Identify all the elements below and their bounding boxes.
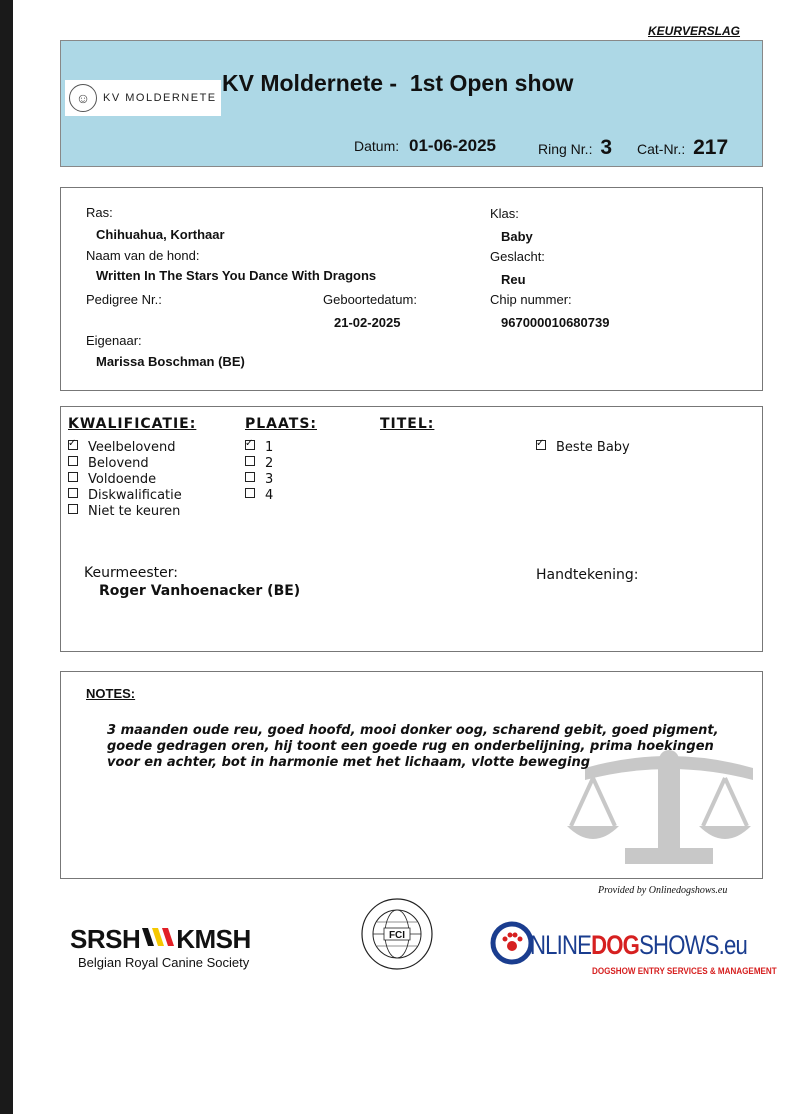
pedigree-label: Pedigree Nr.: xyxy=(86,292,162,307)
checkbox-checked-icon[interactable] xyxy=(245,440,255,450)
checkbox-checked-icon[interactable] xyxy=(68,440,78,450)
checkbox-icon[interactable] xyxy=(68,472,78,482)
ring-label: Ring Nr.: xyxy=(538,141,593,157)
kwalificatie-option[interactable]: Diskwalificatie xyxy=(68,488,182,504)
kwalificatie-option[interactable]: ✓Veelbelovend xyxy=(68,440,176,456)
dog-head-icon: ☺ xyxy=(69,84,97,112)
plaats-option[interactable]: 3 xyxy=(245,472,273,488)
notes-text: 3 maanden oude reu, goed hoofd, mooi donker oog, scharend gebit, goed pigment, goede gedragen oren, hij toont een goede rug en onderbelijning, prima hoekingen voor en achter, bot in harmonie met het lichaam, vlotte beweging xyxy=(107,723,719,770)
ring-value: 3 xyxy=(600,136,613,159)
kwalificatie-option[interactable]: Belovend xyxy=(68,456,149,472)
srsh-subtitle: Belgian Royal Canine Society xyxy=(78,955,250,970)
klas-value: Baby xyxy=(501,229,533,244)
show-title: KV Moldernete - 1st Open show xyxy=(222,70,574,96)
cat-field xyxy=(637,136,728,160)
checkbox-icon[interactable] xyxy=(68,488,78,498)
datum-field xyxy=(354,136,496,156)
checkbox-checked-icon[interactable] xyxy=(536,440,546,450)
notes-heading: NOTES: xyxy=(86,686,136,701)
club-logo xyxy=(65,80,221,116)
checkbox-icon[interactable] xyxy=(245,456,255,466)
geboorte-label: Geboortedatum: xyxy=(323,292,417,307)
geslacht-label: Geslacht: xyxy=(490,249,545,264)
eigenaar-label: Eigenaar: xyxy=(86,333,142,348)
chip-label: Chip nummer: xyxy=(490,292,572,307)
keurmeester-label: Keurmeester: xyxy=(84,565,178,581)
datum-value: 01-06-2025 xyxy=(409,136,496,155)
titel-heading: TITEL: xyxy=(380,416,435,432)
provided-by: Provided by Onlinedogshows.eu xyxy=(598,885,728,896)
ods-paw-logo-icon xyxy=(490,918,534,968)
checkbox-icon[interactable] xyxy=(68,456,78,466)
plaats-option[interactable]: ✓1 xyxy=(245,440,273,456)
naam-value: Written In The Stars You Dance With Dragons xyxy=(96,268,377,283)
klas-label: Klas: xyxy=(490,206,519,221)
handtekening-label: Handtekening: xyxy=(536,567,639,583)
ods-logo-text: NLINEDOGSHOWS.eu xyxy=(530,930,747,960)
naam-label: Naam van de hond: xyxy=(86,248,200,263)
doc-label: KEURVERSLAG xyxy=(648,24,741,38)
ras-value: Chihuahua, Korthaar xyxy=(96,227,225,242)
checkbox-icon[interactable] xyxy=(68,504,78,514)
chip-value: 967000010680739 xyxy=(501,315,610,330)
checkbox-icon[interactable] xyxy=(245,472,255,482)
titel-option[interactable]: ✓Beste Baby xyxy=(536,440,630,456)
kwalificatie-heading: KWALIFICATIE: xyxy=(68,416,197,432)
club-logo-text: KV MOLDERNETE xyxy=(103,92,217,104)
belgian-flag-icon xyxy=(142,924,174,955)
checkbox-icon[interactable] xyxy=(245,488,255,498)
ras-label: Ras: xyxy=(86,205,113,220)
kwalificatie-option[interactable]: Voldoende xyxy=(68,472,156,488)
ods-subtitle: DOGSHOW ENTRY SERVICES & MANAGEMENT xyxy=(592,966,777,977)
ring-field xyxy=(538,136,612,160)
datum-label: Datum: xyxy=(354,138,400,154)
plaats-option[interactable]: 4 xyxy=(245,488,273,504)
geboorte-value: 21-02-2025 xyxy=(334,315,401,330)
plaats-option[interactable]: 2 xyxy=(245,456,273,472)
fci-text: FCI xyxy=(388,930,406,941)
cat-label: Cat-Nr.: xyxy=(637,141,686,157)
kwalificatie-option[interactable]: Niet te keuren xyxy=(68,504,180,520)
plaats-heading: PLAATS: xyxy=(245,416,317,432)
eigenaar-value: Marissa Boschman (BE) xyxy=(96,354,245,369)
srsh-logo: SRSH KMSH xyxy=(70,924,251,954)
geslacht-value: Reu xyxy=(501,272,526,287)
fci-seal-icon xyxy=(360,897,434,971)
cat-value: 217 xyxy=(693,136,729,159)
keurmeester-value: Roger Vanhoenacker (BE) xyxy=(99,583,301,599)
